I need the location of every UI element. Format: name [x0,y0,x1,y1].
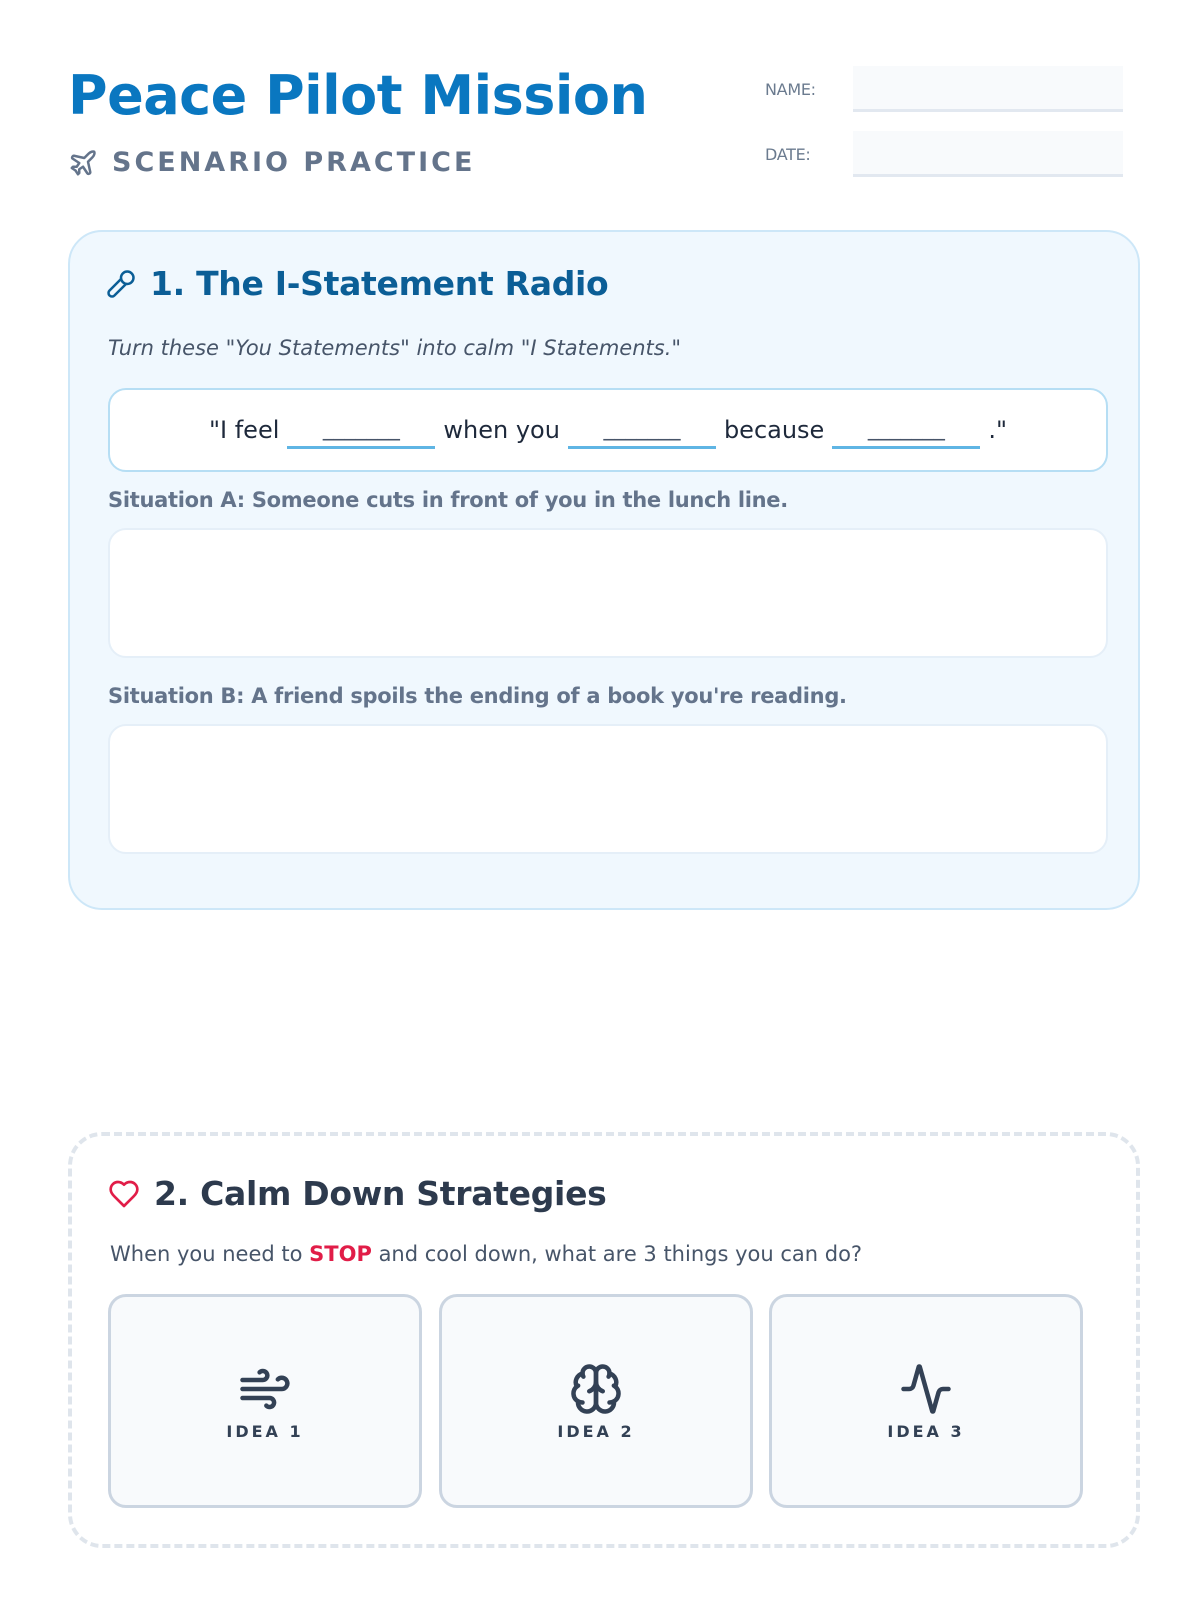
situation-a-answer-box[interactable] [108,528,1108,658]
microphone-icon [106,269,136,299]
section2-prompt [110,1242,862,1266]
i-statement-formula [108,388,1108,472]
situation-b-label: Situation B: A friend spoils the ending of a book you're reading. [108,684,847,708]
formula-part-2: when you [443,416,560,444]
calm-down-section [68,1132,1140,1548]
i-statement-section [68,230,1140,910]
idea-box-3[interactable] [769,1294,1083,1508]
section2-heading [108,1174,607,1213]
name-label: NAME: [765,79,816,99]
section2-title: 2. Calm Down Strategies [154,1174,607,1213]
formula-part-4: ." [988,416,1007,444]
subtitle: SCENARIO PRACTICE [112,147,476,178]
name-row [765,66,1123,112]
idea-3-label: IDEA 3 [887,1421,965,1441]
blank-feeling[interactable]: _______ [287,412,435,449]
plane-icon [68,148,98,178]
section1-title: 1. The I-Statement Radio [150,264,609,303]
brain-icon [569,1362,623,1416]
blank-action[interactable]: _______ [568,412,716,449]
wind-icon [238,1362,292,1416]
page-title: Peace Pilot Mission [68,64,648,127]
prompt-stop: STOP [309,1242,372,1266]
blank-reason[interactable]: _______ [832,412,980,449]
formula-part-3: because [723,416,825,444]
prompt-after: and cool down, what are 3 things you can do? [378,1242,863,1266]
subtitle-row [68,147,475,178]
formula-part-1: "I feel [208,416,280,444]
idea-2-label: IDEA 2 [557,1421,635,1441]
heart-icon [108,1178,140,1210]
pulse-icon [899,1362,953,1416]
situation-b-answer-box[interactable] [108,724,1108,854]
idea-1-label: IDEA 1 [226,1421,304,1441]
section1-instruction: Turn these "You Statements" into calm "I Statements." [108,336,682,360]
date-row [765,131,1123,177]
idea-box-1[interactable] [108,1294,422,1508]
idea-box-2[interactable] [439,1294,753,1508]
name-field[interactable] [853,66,1123,112]
date-label: DATE: [765,144,811,164]
section1-heading [106,264,608,303]
date-field[interactable] [853,131,1123,177]
prompt-before: When you need to [110,1242,303,1266]
situation-a-label: Situation A: Someone cuts in front of you in the lunch line. [108,488,788,512]
